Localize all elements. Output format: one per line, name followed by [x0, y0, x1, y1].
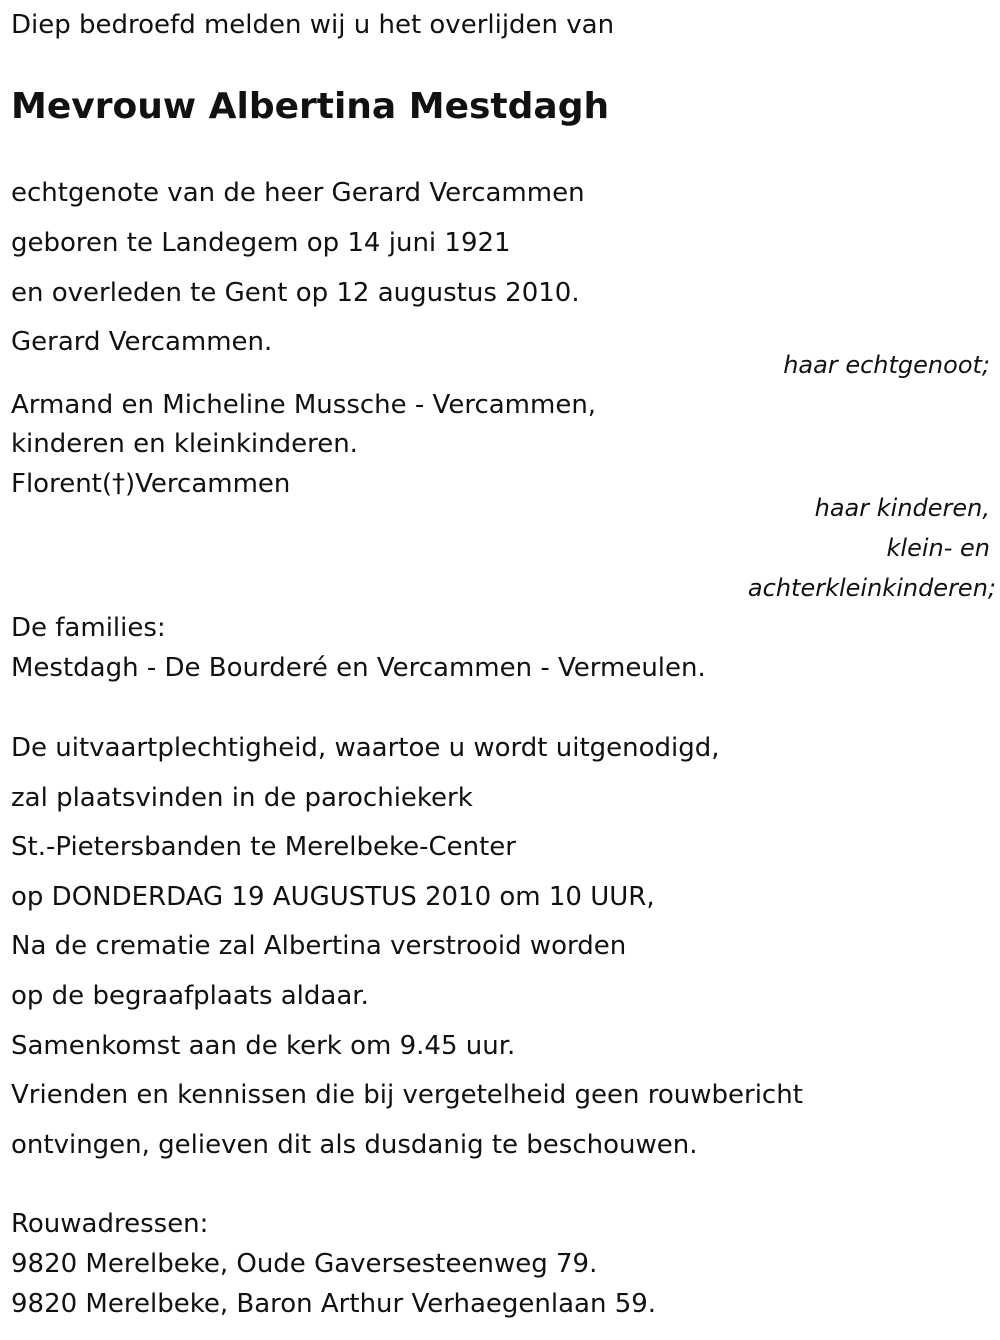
addresses-label: Rouwadressen:: [11, 1209, 209, 1239]
ceremony-line: ontvingen, gelieven dit als dusdanig te beschouwen.: [11, 1130, 698, 1160]
spouse-name: Gerard Vercammen.: [11, 327, 273, 357]
children-role: achterkleinkinderen;: [747, 574, 996, 602]
ceremony-line: op de begraafplaats aldaar.: [11, 981, 369, 1011]
detail-line: en overleden te Gent op 12 augustus 2010.: [11, 278, 580, 308]
deceased-name: Mevrouw Albertina Mestdagh: [11, 86, 610, 127]
families-label: De families:: [11, 613, 166, 643]
children-line: Armand en Micheline Mussche - Vercammen,: [11, 390, 597, 420]
children-line: kinderen en kleinkinderen.: [11, 429, 358, 459]
families-names: Mestdagh - De Bourderé en Vercammen - Vermeulen.: [11, 653, 706, 683]
detail-line: geboren te Landegem op 14 juni 1921: [11, 228, 511, 258]
ceremony-line: St.-Pietersbanden te Merelbeke-Center: [11, 832, 516, 862]
children-role: klein- en: [886, 534, 990, 562]
address-line: 9820 Merelbeke, Oude Gaversesteenweg 79.: [11, 1249, 598, 1279]
detail-line: echtgenote van de heer Gerard Vercammen: [11, 178, 585, 208]
children-role: haar kinderen,: [814, 494, 990, 522]
ceremony-line: Samenkomst aan de kerk om 9.45 uur.: [11, 1031, 516, 1061]
ceremony-line: Na de crematie zal Albertina verstrooid worden: [11, 931, 627, 961]
children-line: Florent(†)Vercammen: [11, 469, 291, 499]
spouse-role: haar echtgenoot;: [783, 351, 990, 379]
ceremony-line: De uitvaartplechtigheid, waartoe u wordt uitgenodigd,: [11, 733, 720, 763]
address-line: 9820 Merelbeke, Baron Arthur Verhaegenlaan 59.: [11, 1289, 657, 1319]
ceremony-line: Vrienden en kennissen die bij vergetelheid geen rouwbericht: [11, 1080, 803, 1110]
intro-text: Diep bedroefd melden wij u het overlijden van: [11, 10, 615, 40]
ceremony-line: zal plaatsvinden in de parochiekerk: [11, 783, 473, 813]
ceremony-line: op DONDERDAG 19 AUGUSTUS 2010 om 10 UUR,: [11, 882, 655, 912]
